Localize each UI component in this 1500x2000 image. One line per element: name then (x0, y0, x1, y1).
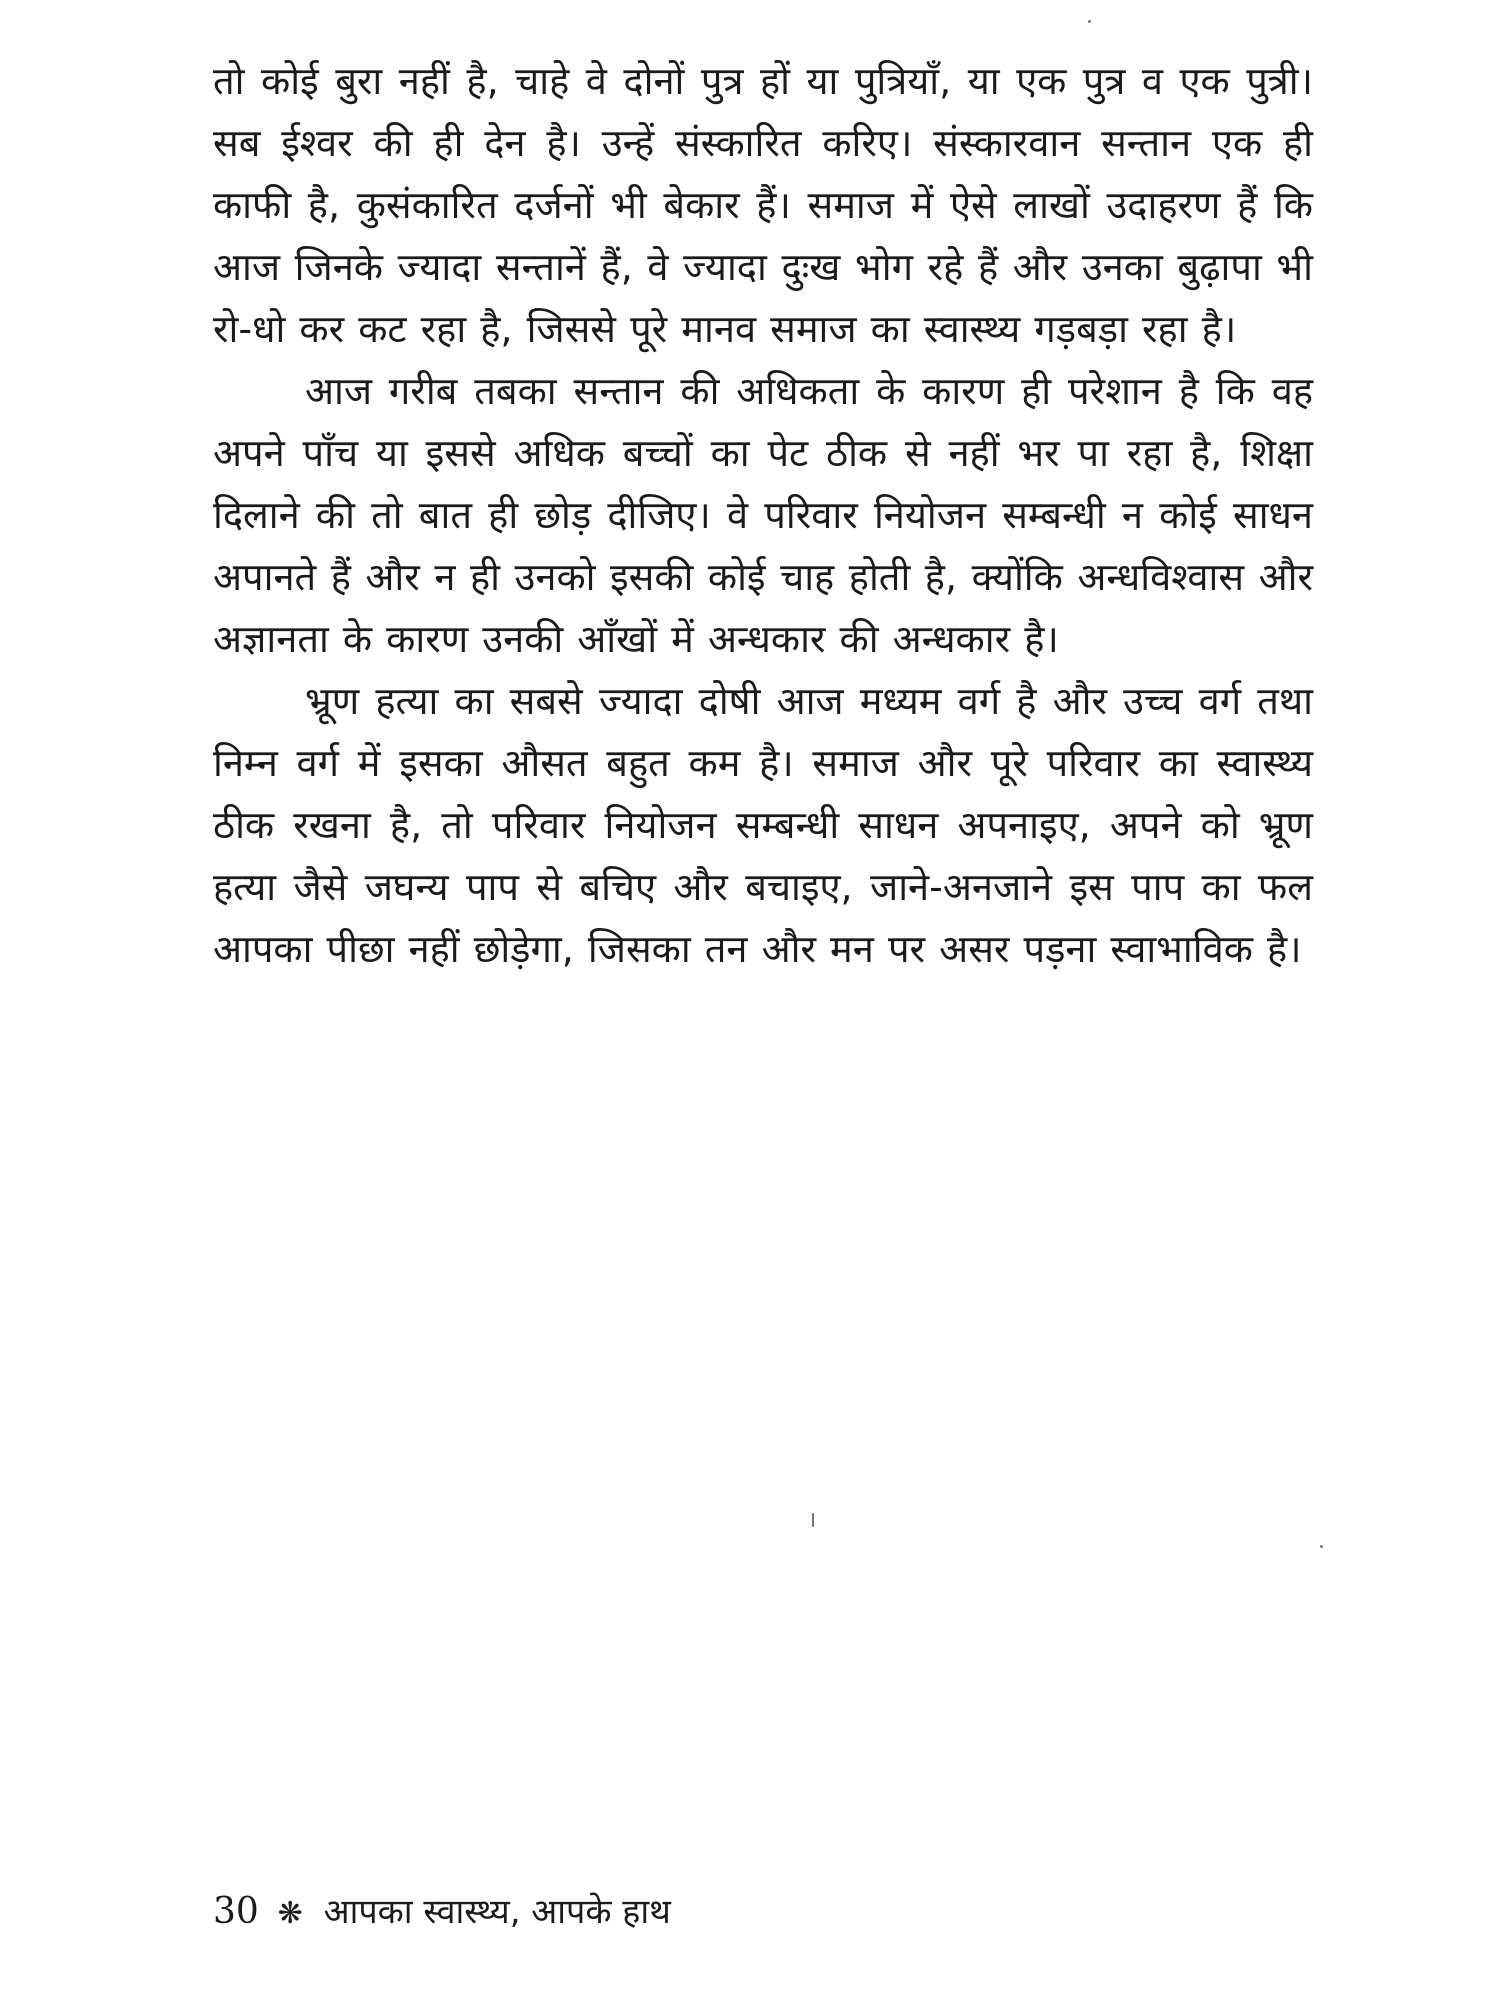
paragraph-2: आज गरीब तबका सन्तान की अधिकता के कारण ही परेशान है कि वह अपने पाँच या इससे अधिक बच्चों का पेट ठीक से नहीं भर पा रहा है, शिक्षा दिलाने की तो बात ही छोड़ दीजिए। वे परिवार नियोजन सम्बन्धी न कोई साधन अपानते हैं और न ही उनको इसकी कोई चाह होती है, क्योंकि अन्धविश्वास और अज्ञानता के कारण उनकी आँखों में अन्धकार की अन्धकार है। (213, 369, 1313, 661)
running-title: आपका स्वास्थ्य, आपके हाथ (323, 1892, 671, 1932)
paragraph-3: भ्रूण हत्या का सबसे ज्यादा दोषी आज मध्यम वर्ग है और उच्च वर्ग तथा निम्न वर्ग में इसका औसत बहुत कम है। समाज और पूरे परिवार का स्वास्थ्य ठीक रखना है, तो परिवार नियोजन सम्बन्धी साधन अपनाइए, अपने को भ्रूण हत्या जैसे जघन्य पाप से बचिए और बचाइए, जाने-अनजाने इस पाप का फल आपका पीछा नहीं छोड़ेगा, जिसका तन और मन पर असर पड़ना स्वाभाविक है। (213, 679, 1313, 971)
scan-speck (812, 1513, 814, 1527)
scan-speck (1088, 20, 1091, 23)
ornament-icon: ❋ (277, 1896, 303, 1931)
paragraph-1: तो कोई बुरा नहीं है, चाहे वे दोनों पुत्र हों या पुत्रियाँ, या एक पुत्र व एक पुत्री। सब ईश्वर की ही देन है। उन्हें संस्कारित करिए। संस्कारवान सन्तान एक ही काफी है, कुसंकारित दर्जनों भी बेकार हैं। समाज में ऐसे लाखों उदाहरण हैं कि आज जिनके ज्यादा सन्तानें हैं, वे ज्यादा दुःख भोग रहे हैं और उनका बुढ़ापा भी रो-धो कर कट रहा है, जिससे पूरे मानव समाज का स्वास्थ्य गड़बड़ा रहा है। (213, 59, 1313, 351)
body-text (213, 50, 1313, 980)
scan-speck (1320, 1545, 1323, 1548)
page-number: 30 (213, 1891, 259, 1932)
page-footer (213, 1890, 671, 1936)
